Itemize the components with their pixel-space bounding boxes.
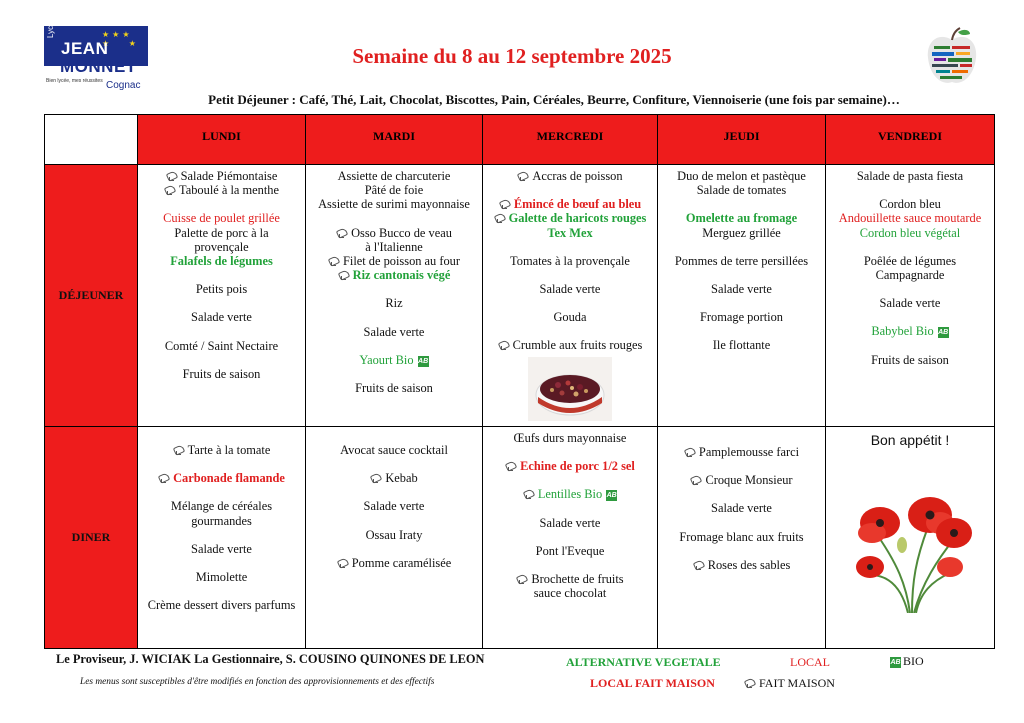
fait-maison-icon [499, 199, 510, 209]
menu-item: Riz [385, 296, 403, 311]
menu-item: Crème dessert divers parfums [147, 598, 296, 613]
poppies-illustration [846, 463, 974, 613]
menu-item: Taboulé à la menthe [138, 183, 305, 197]
menu-item: Salade verte [363, 499, 425, 514]
menu-item: Lentilles Bio AB [483, 487, 657, 501]
menu-item: Pommes de terre persillées [674, 253, 809, 268]
fait-maison-icon [337, 558, 348, 568]
diner-mardi [306, 427, 483, 649]
dejeuner-lundi [138, 165, 306, 427]
day-header-vendredi: VENDREDI [826, 115, 995, 165]
legend-local: LOCAL [790, 655, 830, 669]
menu-item: Fruits de saison [182, 366, 261, 381]
logo-tagline: Bien lycée, mes réussites [46, 78, 103, 84]
menu-item: Salade verte [879, 296, 941, 311]
menu-item: Kebab [306, 471, 482, 485]
menu-item: Croque Monsieur [658, 473, 825, 487]
menu-item: Fruits de saison [871, 352, 949, 367]
menu-item: Salade verte [363, 324, 425, 339]
menu-item: Palette de porc à la provençale [174, 225, 269, 254]
menu-item: Comté / Saint Nectaire [164, 338, 279, 353]
menu-item: Crumble aux fruits rouges [483, 338, 657, 352]
menu-item: Œufs durs mayonnaise [513, 431, 627, 445]
menu-item: Babybel Bio AB [871, 324, 949, 339]
day-header-mardi: MARDI [306, 115, 483, 165]
fait-maison-icon [336, 228, 347, 238]
fait-maison-icon [338, 270, 349, 280]
menu-item: Salade verte [191, 310, 252, 325]
menu-item: Mimolette [195, 570, 248, 585]
fait-maison-icon [693, 560, 704, 570]
menu-item: Cuisse de poulet grillée [163, 211, 280, 226]
menu-item: Ile flottante [712, 338, 771, 353]
menu-item: Osso Bucco de veau à l'Italienne [306, 226, 482, 254]
legend-vegetale: ALTERNATIVE VEGETALE [566, 655, 721, 669]
fait-maison-icon [684, 447, 695, 457]
menu-item: Salade verte [539, 515, 601, 530]
menu-item: Duo de melon et pastèque [677, 169, 806, 183]
logo-city: Cognac [106, 80, 141, 91]
day-header-lundi: LUNDI [138, 115, 306, 165]
menu-item: Poêlée de légumes Campagnarde [863, 253, 957, 283]
fait-maison-icon [498, 340, 509, 350]
menu-item: Cordon bleu végétal [859, 225, 961, 240]
menu-item: Merguez grillée [702, 225, 781, 240]
menu-item: Ossau Iraty [365, 527, 423, 542]
disclaimer-note: Les menus sont susceptibles d'être modifiés en fonction des approvisionnements et des effectifs [80, 677, 435, 687]
fait-maison-icon [744, 678, 755, 688]
logo-name-line1: JEAN [61, 39, 109, 58]
meal-header-diner: DINER [45, 427, 138, 649]
menu-item: Fruits de saison [355, 381, 433, 396]
menu-item: Assiette de charcuterie [337, 169, 451, 183]
fait-maison-icon [370, 473, 381, 483]
apple-wordcloud-icon [922, 26, 982, 88]
day-header-mercredi: MERCREDI [483, 115, 658, 165]
menu-item: Tarte à la tomate [138, 443, 305, 457]
menu-item: Petits pois [195, 282, 248, 297]
diner-mercredi [483, 427, 658, 649]
menu-item: Salade de pasta fiesta [856, 169, 964, 183]
bio-leaf-icon: AB [418, 357, 429, 365]
menu-item: Andouillette sauce moutarde [838, 211, 982, 226]
legend-local-fait-maison: LOCAL FAIT MAISON [590, 676, 715, 690]
menu-item: Echine de porc 1/2 sel [483, 459, 657, 473]
menu-item: Pomme caramélisée [306, 556, 482, 570]
fait-maison-icon [523, 489, 534, 499]
legend-fait-maison: FAIT MAISON [744, 676, 835, 691]
logo-school-type: Lycée [46, 16, 55, 38]
fait-maison-icon [517, 171, 528, 181]
day-header-jeudi: JEUDI [658, 115, 826, 165]
menu-item: Filet de poisson au four [306, 254, 482, 268]
logo-name-line2: MONNET [60, 57, 137, 76]
fait-maison-icon [516, 574, 527, 584]
menu-item: Galette de haricots rouges Tex Mex [483, 211, 657, 239]
menu-item: Cordon bleu [879, 197, 941, 212]
menu-item: Gouda [553, 310, 587, 325]
menu-item: Salade verte [191, 541, 252, 556]
fait-maison-icon [690, 475, 701, 485]
menu-item: Assiette de surimi mayonnaise [318, 197, 470, 212]
menu-item: Falafels de légumes [170, 254, 273, 269]
dejeuner-vendredi [826, 165, 995, 427]
bio-leaf-icon: AB [890, 659, 901, 666]
dejeuner-jeudi [658, 165, 826, 427]
page-title: Semaine du 8 au 12 septembre 2025 [352, 44, 672, 68]
menu-item: Accras de poisson [483, 169, 657, 183]
diner-vendredi [826, 427, 995, 649]
diner-jeudi [658, 427, 826, 649]
menu-item: Tomates à la provençale [510, 253, 630, 268]
menu-item: Yaourt Bio AB [359, 352, 429, 367]
breakfast-line: Petit Déjeuner : Café, Thé, Lait, Chocolat, Biscottes, Pain, Céréales, Beurre, Confiture, Viennoiserie (une fois par semaine)… [208, 92, 900, 107]
menu-item: Avocat sauce cocktail [340, 443, 448, 457]
fait-maison-icon [164, 185, 175, 195]
menu-item: Salade verte [711, 501, 772, 516]
menu-item: Fromage portion [700, 310, 783, 325]
menu-item: Fromage blanc aux fruits [679, 529, 804, 544]
table-corner [45, 115, 138, 165]
menu-item: Salade de tomates [696, 183, 787, 198]
bio-leaf-icon: AB [938, 329, 949, 337]
menu-item: Omelette au fromage [685, 211, 798, 226]
fait-maison-icon [494, 213, 505, 223]
menu-item: Pâté de foie [364, 183, 424, 198]
meal-header-dejeuner: DÉJEUNER [45, 165, 138, 427]
menu-item: Roses des sables [658, 558, 825, 572]
dejeuner-mercredi [483, 165, 658, 427]
menu-item: Mélange de céréales gourmandes [170, 499, 273, 528]
diner-lundi [138, 427, 306, 649]
stars-icon: ★★★ ★ ★ [102, 30, 139, 48]
menu-item: Brochette de fruits sauce chocolat [483, 572, 657, 600]
bon-appetit-text: Bon appétit ! [870, 432, 950, 448]
dejeuner-mardi [306, 165, 483, 427]
fait-maison-icon [166, 171, 177, 181]
menu-item: Salade verte [711, 282, 772, 297]
signatures: Le Proviseur, J. WICIAK La Gestionnaire, S. COUSINO QUINONES DE LEON [56, 652, 485, 666]
menu-item: Émincé de bœuf au bleu [483, 197, 657, 211]
menu-item: Riz cantonais végé [306, 268, 482, 282]
fait-maison-icon [328, 256, 339, 266]
legend-bio: AB BIO [890, 654, 924, 668]
bio-leaf-icon: AB [606, 492, 617, 500]
fait-maison-icon [505, 461, 516, 471]
crumble-photo [528, 357, 612, 421]
fait-maison-icon [158, 473, 169, 483]
fait-maison-icon [173, 445, 184, 455]
weekly-menu-table [44, 114, 995, 649]
menu-item: Pamplemousse farci [658, 445, 825, 459]
menu-item: Pont l'Eveque [535, 543, 605, 558]
menu-item: Salade verte [539, 282, 601, 297]
menu-item: Carbonade flamande [138, 471, 305, 485]
menu-item: Salade Piémontaise [138, 169, 305, 183]
